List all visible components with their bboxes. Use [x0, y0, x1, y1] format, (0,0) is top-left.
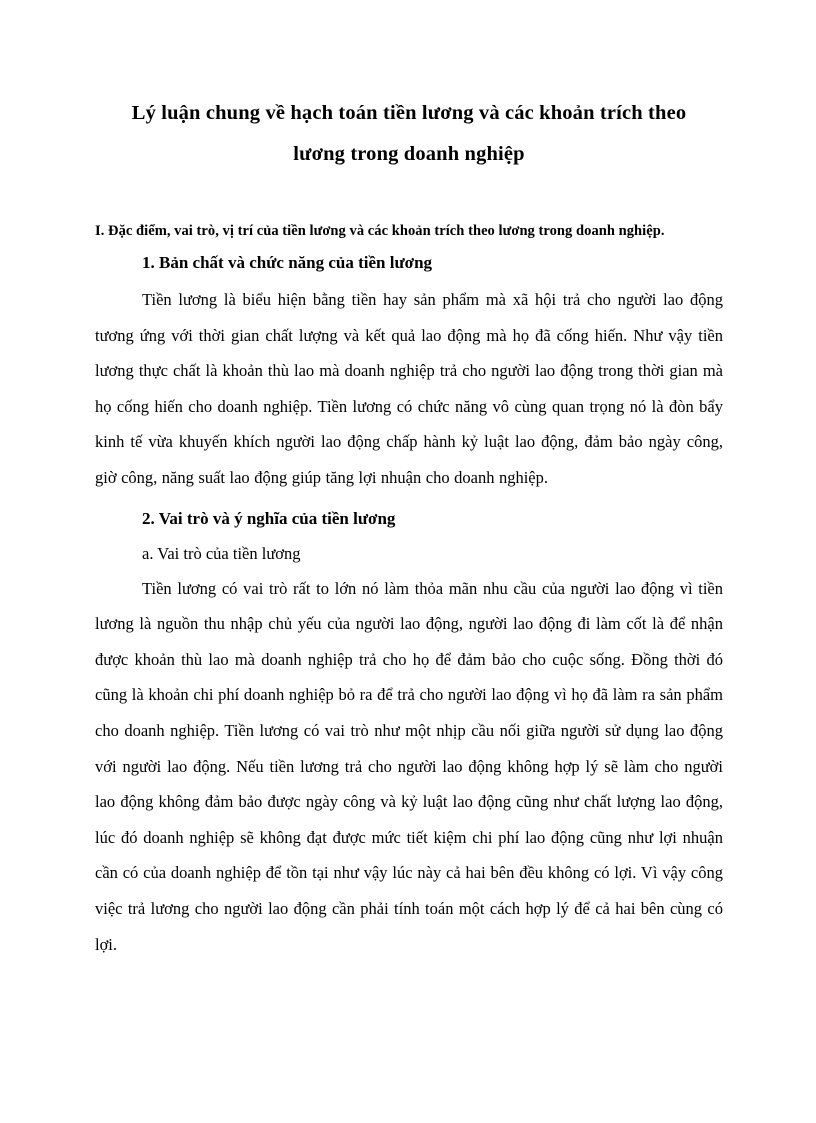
document-title-line-1: Lý luận chung về hạch toán tiền lương và các khoản trích theo: [131, 102, 687, 124]
document-title-line-2: lương trong doanh nghiệp: [293, 143, 525, 165]
section-heading-roman-one: I. Đặc điểm, vai trò, vị trí của tiền lương và các khoản trích theo lương trong doanh nghiệp.: [95, 223, 665, 239]
paragraph-1: Tiền lương là biểu hiện bằng tiền hay sản phẩm mà xã hội trả cho người lao động tương ứng với thời gian chất lượng và kết quả lao động mà họ đã cống hiến. Như vậy tiền lương thực chất là khoản thù lao mà doanh nghiệp trả cho người lao động trong thời gian mà họ cống hiến cho doanh nghiệp. Tiền lương có chức năng vô cùng quan trọng nó là đòn bẩy kinh tế vừa khuyến khích người lao động chấp hành kỷ luật lao động, đảm bảo ngày công, giờ công, năng suất lao động giúp tăng lợi nhuận cho doanh nghiệp.: [95, 290, 723, 487]
section-heading-1: 1. Bản chất và chức năng của tiền lương: [142, 253, 433, 272]
document-content: [95, 0, 723, 962]
sub-heading-a: a. Vai trò của tiền lương: [142, 543, 301, 563]
paragraph-2: Tiền lương có vai trò rất to lớn nó làm thỏa mãn nhu cầu của người lao động vì tiền lương là nguồn thu nhập chủ yếu của người lao động, người lao động đi làm cốt là để nhận được khoản thù lao mà doanh nghiệp trả cho họ để đảm bảo cho cuộc sống. Đồng thời đó cũng là khoản chi phí doanh nghiệp bỏ ra để trả cho người lao động vì họ đã làm ra sản phẩm cho doanh nghiệp. Tiền lương có vai trò như một nhịp cầu nối giữa người sử dụng lao động với người lao động. Nếu tiền lương trả cho người lao động không hợp lý sẽ làm cho người lao động không đảm bảo được ngày công và kỷ luật lao động cũng như chất lượng lao động, lúc đó doanh nghiệp sẽ không đạt được mức tiết kiệm chi phí lao động cũng như lợi nhuận cần có của doanh nghiệp để tồn tại như vậy lúc này cả hai bên đều không có lợi. Vì vậy công việc trả lương cho người lao động cần phải tính toán một cách hợp lý để cả hai bên cùng có lợi.: [95, 578, 723, 954]
section-heading-2: 2. Vai trò và ý nghĩa của tiền lương: [142, 508, 396, 528]
